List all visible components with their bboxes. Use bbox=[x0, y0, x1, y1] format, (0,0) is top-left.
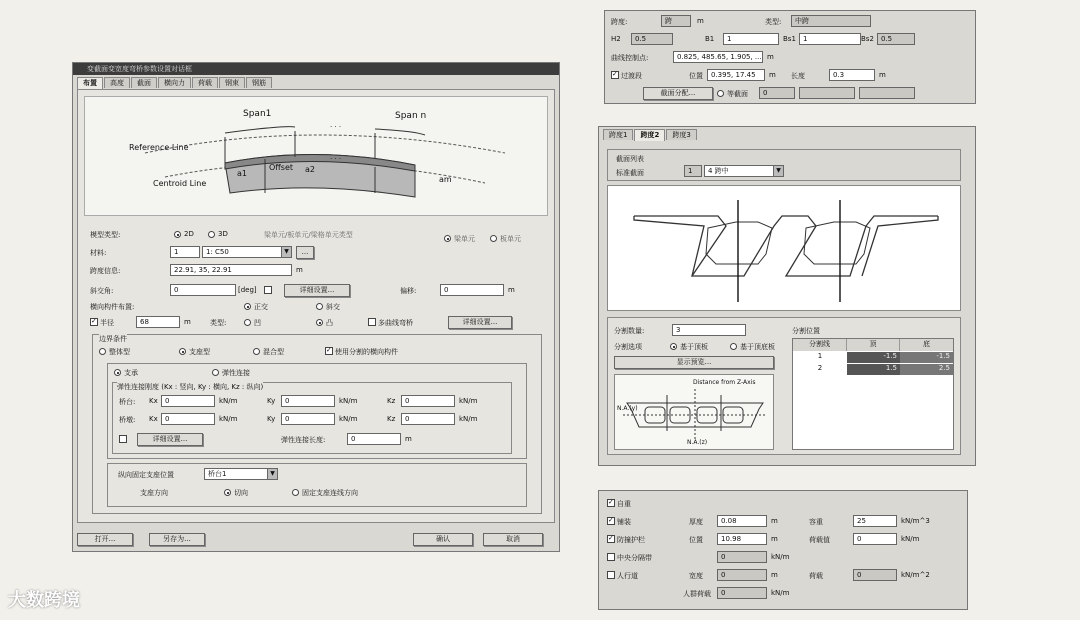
split-method-label: 分割选项 bbox=[614, 343, 642, 351]
bs2-input[interactable]: 0.5 bbox=[877, 33, 915, 45]
abut-kx-label: Kx bbox=[149, 397, 158, 405]
type-convex-radio[interactable] bbox=[316, 319, 323, 326]
curve-detail-button[interactable]: 详细设置... bbox=[448, 316, 512, 329]
equal-section-input[interactable]: 0 bbox=[759, 87, 795, 99]
support-radio[interactable] bbox=[114, 369, 121, 376]
length-unit: m bbox=[879, 71, 886, 79]
bc-mixed-label: 混合型 bbox=[263, 348, 284, 356]
sidewalk-width-input[interactable]: 0 bbox=[717, 569, 767, 581]
cross-skew-label: 斜交 bbox=[326, 303, 340, 311]
skew-label: 斜交角: bbox=[90, 287, 114, 295]
pier-kz-input[interactable]: 0 bbox=[401, 413, 455, 425]
fixed-support-dropdown[interactable]: 桥台1 ▼ bbox=[204, 468, 278, 480]
table-header-row bbox=[793, 339, 953, 351]
equal-section-radio[interactable] bbox=[717, 90, 724, 97]
stiffness-group bbox=[112, 382, 512, 454]
pier-kx-unit: kN/m bbox=[219, 415, 238, 423]
barrier-position-unit: m bbox=[771, 535, 778, 543]
na-y-label: N.A.(y) bbox=[617, 405, 638, 412]
abut-ky-input[interactable]: 0 bbox=[281, 395, 335, 407]
row1-top[interactable]: -1.5 bbox=[847, 352, 900, 363]
radius-unit: m bbox=[184, 318, 191, 326]
row1-bottom[interactable]: -1.5 bbox=[900, 352, 953, 363]
tab-tendon[interactable]: 钢束 bbox=[219, 77, 245, 88]
abut-ky-unit: kN/m bbox=[339, 397, 358, 405]
bs1-input[interactable]: 1 bbox=[799, 33, 861, 45]
span-label: 跨度: bbox=[611, 18, 628, 26]
curve-type-label: 类型: bbox=[210, 319, 227, 327]
multi-curve-label: 多曲线弯桥 bbox=[378, 319, 413, 327]
span-tabs bbox=[599, 127, 975, 141]
sidewalk-label: 人行道 bbox=[617, 572, 638, 580]
table-row[interactable] bbox=[793, 352, 953, 363]
radius-label: 半径 bbox=[100, 319, 114, 327]
material-dropdown[interactable]: 1: C50 ▼ bbox=[202, 246, 292, 258]
sidewalk-width-label: 宽度 bbox=[689, 572, 703, 580]
cancel-button[interactable]: 取消 bbox=[483, 533, 543, 546]
chevron-down-icon: ▼ bbox=[281, 247, 291, 257]
radius-checkbox[interactable] bbox=[90, 318, 98, 326]
bc-support-radio[interactable] bbox=[179, 348, 186, 355]
save-as-button[interactable]: 另存为... bbox=[149, 533, 205, 546]
elastic-radio[interactable] bbox=[212, 369, 219, 376]
section-list-group bbox=[607, 149, 961, 181]
unit-weight-input[interactable]: 25 bbox=[853, 515, 897, 527]
chevron-down-icon: ▼ bbox=[773, 166, 783, 176]
box-girder-section-svg bbox=[608, 186, 962, 312]
span-info-label: 跨度信息: bbox=[90, 267, 121, 275]
elastic-length-unit: m bbox=[405, 435, 412, 443]
transition-checkbox[interactable] bbox=[611, 71, 619, 79]
barrier-position-label: 位置 bbox=[689, 536, 703, 544]
bc-rigid-radio[interactable] bbox=[99, 348, 106, 355]
curve-ctrl-label: 曲线控制点: bbox=[611, 54, 649, 62]
row2-top[interactable]: 1.5 bbox=[847, 364, 900, 375]
crowd-load-unit: kN/m bbox=[771, 589, 790, 597]
load-settings-panel bbox=[598, 490, 968, 610]
sidewalk-load-label: 荷载 bbox=[809, 572, 823, 580]
stiff-detail-button[interactable]: 详细设置... bbox=[137, 433, 203, 446]
label-spann: Span n bbox=[395, 111, 427, 121]
length-label: 长度 bbox=[791, 72, 805, 80]
dir-fixed-label: 固定支座连线方向 bbox=[302, 489, 358, 497]
tab-section[interactable]: 截面 bbox=[131, 77, 157, 88]
opt-top-label: 基于顶板 bbox=[680, 343, 708, 351]
radius-input[interactable]: 68 bbox=[136, 316, 180, 328]
pier-kz-label: Kz bbox=[387, 415, 396, 423]
pier-ky-label: Ky bbox=[267, 415, 276, 423]
table-row[interactable] bbox=[793, 364, 953, 375]
opt-bottom-radio[interactable] bbox=[730, 343, 737, 350]
label-a1: a1 bbox=[237, 169, 247, 178]
fixed-support-group bbox=[107, 463, 527, 507]
row1-index: 1 bbox=[817, 352, 823, 360]
b1-label: B1 bbox=[705, 35, 715, 43]
skew-checkbox[interactable] bbox=[264, 286, 272, 294]
wizard-tabs bbox=[73, 75, 559, 89]
split-position-label: 分割位置 bbox=[792, 327, 820, 335]
cross-section-view bbox=[607, 185, 961, 311]
curve-ctrl-input[interactable]: 0.825, 485.65, 1.905, ... bbox=[673, 51, 763, 63]
abutment-label: 桥台: bbox=[119, 398, 136, 406]
height-settings-panel bbox=[604, 10, 976, 104]
barrier-load-unit: kN/m bbox=[901, 535, 920, 543]
offset-label: 偏移: bbox=[400, 287, 417, 295]
abut-kz-unit: kN/m bbox=[459, 397, 478, 405]
h2-input[interactable]: 0.5 bbox=[631, 33, 673, 45]
stiff-detail-checkbox[interactable] bbox=[119, 435, 127, 443]
support-label: 支承 bbox=[124, 369, 138, 377]
preview-button[interactable]: 显示预览... bbox=[614, 356, 774, 369]
standard-section-label: 标准截面 bbox=[616, 169, 644, 177]
type-label-tr: 类型: bbox=[765, 18, 782, 26]
type-concave-label: 凹 bbox=[254, 319, 261, 327]
sidewalk-load-unit: kN/m^2 bbox=[901, 571, 930, 579]
skew-detail-button[interactable]: 详细设置... bbox=[284, 284, 350, 297]
equal-section-box3[interactable] bbox=[859, 87, 915, 99]
bridge-diagram-svg bbox=[85, 97, 549, 217]
span-select[interactable]: 跨 bbox=[661, 15, 691, 27]
label-am: am bbox=[439, 175, 452, 184]
na-z-label: N.A.(z) bbox=[687, 439, 708, 446]
pier-kx-input[interactable]: 0 bbox=[161, 413, 215, 425]
use-cross-checkbox[interactable] bbox=[325, 347, 333, 355]
standard-section-dropdown[interactable]: 4 跨中 ▼ bbox=[704, 165, 784, 177]
span-unit: m bbox=[296, 266, 303, 274]
b1-input[interactable]: 1 bbox=[723, 33, 779, 45]
standard-number-input[interactable]: 1 bbox=[684, 165, 702, 177]
unit-weight-label: 容重 bbox=[809, 518, 823, 526]
curved-bridge-diagram bbox=[84, 96, 548, 216]
barrier-load-input[interactable]: 0 bbox=[853, 533, 897, 545]
dir-tangent-label: 切向 bbox=[234, 489, 248, 497]
row2-bottom[interactable]: 2.5 bbox=[900, 364, 953, 375]
position-input[interactable]: 0.395, 17.45 bbox=[707, 69, 765, 81]
model-3d-label: 3D bbox=[218, 230, 228, 238]
median-label: 中央分隔带 bbox=[617, 554, 652, 562]
span-unit-tr: m bbox=[697, 17, 704, 25]
elem-beam-label: 梁单元 bbox=[454, 235, 475, 243]
span-info-input[interactable]: 22.91, 35, 22.91 bbox=[170, 264, 292, 276]
label-span1: Span1 bbox=[243, 109, 272, 119]
abut-kx-input[interactable]: 0 bbox=[161, 395, 215, 407]
cross-normal-label: 正交 bbox=[254, 303, 268, 311]
material-number-input[interactable]: 1 bbox=[170, 246, 200, 258]
tab-span3[interactable]: 跨度3 bbox=[666, 129, 696, 140]
pavement-label: 铺装 bbox=[617, 518, 631, 526]
section-split-panel bbox=[598, 126, 976, 466]
deck-weight-label: 自重 bbox=[617, 500, 631, 508]
tab-height[interactable]: 高度 bbox=[104, 77, 130, 88]
type-convex-label: 凸 bbox=[326, 319, 333, 327]
abut-kx-unit: kN/m bbox=[219, 397, 238, 405]
median-input[interactable]: 0 bbox=[717, 551, 767, 563]
pier-ky-unit: kN/m bbox=[339, 415, 358, 423]
section-preview-image bbox=[614, 374, 774, 450]
bs2-label: Bs2 bbox=[861, 35, 874, 43]
support-group bbox=[107, 363, 527, 459]
label-centroid-line: Centroid Line bbox=[153, 179, 207, 188]
elem-plate-label: 板单元 bbox=[500, 235, 521, 243]
stiffness-label: 弹性连接刚度 (Kx : 竖向, Ky : 横向, Kz : 纵向) bbox=[117, 383, 264, 391]
bc-support-label: 支座型 bbox=[189, 348, 210, 356]
position-label: 位置 bbox=[689, 72, 703, 80]
equal-section-label: 等截面 bbox=[727, 90, 748, 98]
tab-span1[interactable]: 跨度1 bbox=[603, 129, 633, 140]
transition-label: 过渡段 bbox=[621, 72, 642, 80]
material-browse-button[interactable]: ... bbox=[296, 246, 314, 259]
elem-plate-radio[interactable] bbox=[490, 235, 497, 242]
section-assign-button[interactable]: 截面分配... bbox=[643, 87, 713, 100]
dir-fixed-radio[interactable] bbox=[292, 489, 299, 496]
bc-rigid-label: 整体型 bbox=[109, 348, 130, 356]
header-split-line: 分割线 bbox=[793, 339, 847, 351]
elastic-label: 弹性连接 bbox=[222, 369, 250, 377]
unit-weight-unit: kN/m^3 bbox=[901, 517, 930, 525]
cross-beam-label: 横向构件布置: bbox=[90, 303, 135, 311]
sidewalk-load-input[interactable]: 0 bbox=[853, 569, 897, 581]
dir-tangent-radio[interactable] bbox=[224, 489, 231, 496]
window-titlebar: 变截面变宽度弯桥参数设置对话框 bbox=[73, 63, 559, 75]
length-input[interactable]: 0.3 bbox=[829, 69, 875, 81]
header-bottom: 底 bbox=[923, 340, 930, 348]
watermark-text: 大数跨境 bbox=[8, 590, 80, 611]
thickness-input[interactable]: 0.08 bbox=[717, 515, 767, 527]
open-button[interactable]: 打开... bbox=[77, 533, 133, 546]
split-count-input[interactable]: 3 bbox=[672, 324, 746, 336]
type-concave-radio[interactable] bbox=[244, 319, 251, 326]
abut-kz-label: Kz bbox=[387, 397, 396, 405]
skew-unit: [deg] bbox=[238, 286, 257, 294]
header-top: 顶 bbox=[847, 339, 900, 351]
pier-kx-label: Kx bbox=[149, 415, 158, 423]
crowd-load-label: 人群荷载 bbox=[683, 590, 711, 598]
type-select[interactable]: 中跨 bbox=[791, 15, 871, 27]
thickness-unit: m bbox=[771, 517, 778, 525]
split-settings-group bbox=[607, 317, 961, 455]
deck-weight-checkbox[interactable] bbox=[607, 499, 615, 507]
material-label: 材料: bbox=[90, 249, 107, 257]
cross-skew-radio[interactable] bbox=[316, 303, 323, 310]
model-3d-radio[interactable] bbox=[208, 231, 215, 238]
distance-label: Distance from Z-Axis bbox=[693, 379, 756, 386]
barrier-label: 防撞护栏 bbox=[617, 536, 645, 544]
multi-curve-checkbox[interactable] bbox=[368, 318, 376, 326]
label-dots-mid: · · · bbox=[330, 155, 342, 163]
abut-ky-label: Ky bbox=[267, 397, 276, 405]
model-hint: 梁单元/板单元/梁格单元类型 bbox=[264, 231, 353, 239]
tab-cross-force[interactable]: 横向力 bbox=[158, 77, 191, 88]
median-unit: kN/m bbox=[771, 553, 790, 561]
elastic-length-input[interactable]: 0 bbox=[347, 433, 401, 445]
boundary-label: 边界条件 bbox=[99, 335, 127, 343]
row2-index: 2 bbox=[817, 364, 823, 372]
support-direction-label: 支座方向 bbox=[140, 489, 168, 497]
barrier-load-label: 荷载值 bbox=[809, 536, 830, 544]
model-2d-radio[interactable] bbox=[174, 231, 181, 238]
label-a2: a2 bbox=[305, 165, 315, 174]
tab-rebar[interactable]: 钢筋 bbox=[246, 77, 272, 88]
bc-mixed-radio[interactable] bbox=[253, 348, 260, 355]
opt-bottom-label: 基于顶底板 bbox=[740, 343, 775, 351]
barrier-checkbox[interactable] bbox=[607, 535, 615, 543]
offset-unit: m bbox=[508, 286, 515, 294]
layout-panel bbox=[77, 89, 555, 523]
median-checkbox[interactable] bbox=[607, 553, 615, 561]
sidewalk-width-unit: m bbox=[771, 571, 778, 579]
tab-load[interactable]: 荷载 bbox=[192, 77, 218, 88]
boundary-group bbox=[92, 334, 542, 514]
barrier-position-input[interactable]: 10.98 bbox=[717, 533, 767, 545]
split-table bbox=[792, 338, 954, 450]
thickness-label: 厚度 bbox=[689, 518, 703, 526]
position-unit: m bbox=[769, 71, 776, 79]
sidewalk-checkbox[interactable] bbox=[607, 571, 615, 579]
pavement-checkbox[interactable] bbox=[607, 517, 615, 525]
cross-normal-radio[interactable] bbox=[244, 303, 251, 310]
split-count-label: 分割数量: bbox=[614, 327, 645, 335]
abut-kz-input[interactable]: 0 bbox=[401, 395, 455, 407]
section-list-label: 截面列表 bbox=[616, 155, 644, 163]
offset-input[interactable]: 0 bbox=[440, 284, 504, 296]
label-offset: Offset bbox=[269, 163, 294, 172]
label-dots-top: · · · bbox=[330, 123, 342, 131]
label-reference-line: Reference Line bbox=[129, 143, 189, 152]
equal-section-box2[interactable] bbox=[799, 87, 855, 99]
pier-label: 桥墩: bbox=[119, 416, 136, 424]
bridge-wizard-window bbox=[72, 62, 560, 552]
h2-label: H2 bbox=[611, 35, 621, 43]
bs1-label: Bs1 bbox=[783, 35, 796, 43]
model-type-label: 模型类型: bbox=[90, 231, 121, 239]
use-cross-label: 使用分割的横向构件 bbox=[335, 348, 398, 356]
tab-layout[interactable]: 布置 bbox=[77, 77, 103, 89]
curve-ctrl-unit: m bbox=[767, 53, 774, 61]
pier-ky-input[interactable]: 0 bbox=[281, 413, 335, 425]
pier-kz-unit: kN/m bbox=[459, 415, 478, 423]
opt-top-radio[interactable] bbox=[670, 343, 677, 350]
ok-button[interactable]: 确认 bbox=[413, 533, 473, 546]
model-2d-label: 2D bbox=[184, 230, 194, 238]
skew-input[interactable]: 0 bbox=[170, 284, 236, 296]
tab-span2[interactable]: 跨度2 bbox=[634, 129, 665, 141]
crowd-load-input[interactable]: 0 bbox=[717, 587, 767, 599]
chevron-down-icon: ▼ bbox=[267, 469, 277, 479]
elastic-length-label: 弹性连接长度: bbox=[281, 436, 326, 444]
elem-beam-radio[interactable] bbox=[444, 235, 451, 242]
fixed-support-label: 纵向固定支座位置 bbox=[118, 471, 174, 479]
watermark-logo bbox=[8, 586, 80, 612]
